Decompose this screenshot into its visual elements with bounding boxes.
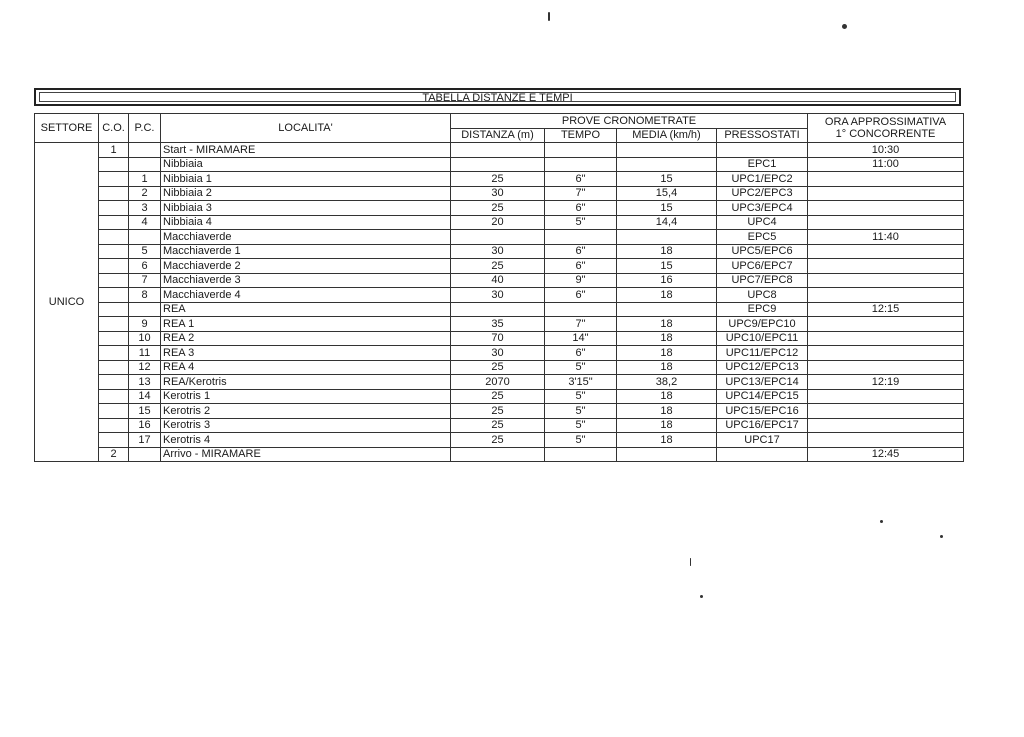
distanza-cell: 30 — [451, 244, 545, 259]
distanza-cell: 30 — [451, 288, 545, 303]
media-cell: 15 — [617, 201, 717, 216]
distanza-cell: 25 — [451, 389, 545, 404]
media-cell: 15 — [617, 172, 717, 187]
co-cell — [99, 418, 129, 433]
pressostati-cell: UPC16/EPC17 — [717, 418, 808, 433]
co-cell — [99, 172, 129, 187]
ora-cell — [808, 172, 964, 187]
ora-cell — [808, 317, 964, 332]
media-cell: 18 — [617, 331, 717, 346]
co-cell — [99, 302, 129, 317]
co-cell — [99, 317, 129, 332]
localita-cell: Macchiaverde 4 — [161, 288, 451, 303]
scan-speck — [842, 24, 847, 29]
distanza-cell: 25 — [451, 404, 545, 419]
co-cell — [99, 288, 129, 303]
distanza-cell — [451, 447, 545, 462]
tempo-cell: 3'15" — [545, 375, 617, 390]
table-row — [35, 447, 964, 462]
header-media: MEDIA (km/h) — [617, 128, 717, 143]
pc-cell: 11 — [129, 346, 161, 361]
media-cell: 15 — [617, 259, 717, 274]
distanza-cell: 25 — [451, 433, 545, 448]
distanza-cell: 30 — [451, 186, 545, 201]
pc-cell — [129, 143, 161, 158]
co-cell — [99, 389, 129, 404]
media-cell: 15,4 — [617, 186, 717, 201]
ora-cell: 11:00 — [808, 157, 964, 172]
pc-cell: 16 — [129, 418, 161, 433]
tempo-cell: 5" — [545, 418, 617, 433]
media-cell: 38,2 — [617, 375, 717, 390]
table-row — [35, 360, 964, 375]
pc-cell: 6 — [129, 259, 161, 274]
tempo-cell — [545, 302, 617, 317]
localita-cell: Nibbiaia 3 — [161, 201, 451, 216]
header-pc: P.C. — [129, 114, 161, 143]
co-cell — [99, 360, 129, 375]
localita-cell: Macchiaverde — [161, 230, 451, 245]
co-cell — [99, 375, 129, 390]
media-cell: 18 — [617, 360, 717, 375]
ora-cell — [808, 244, 964, 259]
table-row — [35, 244, 964, 259]
localita-cell: REA 3 — [161, 346, 451, 361]
co-cell — [99, 346, 129, 361]
tempo-cell: 9" — [545, 273, 617, 288]
tempo-cell — [545, 230, 617, 245]
tempo-cell — [545, 143, 617, 158]
pressostati-cell: UPC14/EPC15 — [717, 389, 808, 404]
header-ora-approssimativa — [808, 114, 964, 143]
ora-cell — [808, 215, 964, 230]
distanza-cell — [451, 157, 545, 172]
localita-cell: Start - MIRAMARE — [161, 143, 451, 158]
media-cell: 18 — [617, 244, 717, 259]
table-row — [35, 259, 964, 274]
localita-cell: Macchiaverde 2 — [161, 259, 451, 274]
localita-cell: REA/Kerotris — [161, 375, 451, 390]
co-cell — [99, 433, 129, 448]
table-row — [35, 215, 964, 230]
ora-cell — [808, 201, 964, 216]
co-cell — [99, 157, 129, 172]
pressostati-cell: EPC9 — [717, 302, 808, 317]
tempo-cell: 6" — [545, 346, 617, 361]
header-settore: SETTORE — [35, 114, 99, 143]
localita-cell: Arrivo - MIRAMARE — [161, 447, 451, 462]
media-cell — [617, 157, 717, 172]
media-cell — [617, 447, 717, 462]
pc-cell: 3 — [129, 201, 161, 216]
pc-cell: 4 — [129, 215, 161, 230]
table-row — [35, 201, 964, 216]
ora-cell — [808, 346, 964, 361]
ora-cell: 12:45 — [808, 447, 964, 462]
pc-cell: 13 — [129, 375, 161, 390]
localita-cell: Kerotris 1 — [161, 389, 451, 404]
pc-cell — [129, 302, 161, 317]
pressostati-cell: EPC1 — [717, 157, 808, 172]
co-cell — [99, 404, 129, 419]
pc-cell — [129, 447, 161, 462]
distanza-cell: 25 — [451, 259, 545, 274]
ora-cell: 12:19 — [808, 375, 964, 390]
distanza-cell: 35 — [451, 317, 545, 332]
media-cell: 16 — [617, 273, 717, 288]
ora-cell — [808, 360, 964, 375]
ora-cell — [808, 389, 964, 404]
table-row — [35, 302, 964, 317]
media-cell — [617, 230, 717, 245]
distanza-cell: 25 — [451, 418, 545, 433]
tempo-cell: 7" — [545, 317, 617, 332]
pc-cell: 1 — [129, 172, 161, 187]
ora-cell — [808, 404, 964, 419]
pc-cell: 2 — [129, 186, 161, 201]
pressostati-cell — [717, 143, 808, 158]
header-localita: LOCALITA' — [161, 114, 451, 143]
tempo-cell: 14" — [545, 331, 617, 346]
distanza-cell: 25 — [451, 201, 545, 216]
media-cell: 18 — [617, 317, 717, 332]
tempo-cell — [545, 447, 617, 462]
localita-cell: Nibbiaia — [161, 157, 451, 172]
header-ora-line2: 1° CONCORRENTE — [835, 128, 936, 140]
distanza-cell — [451, 302, 545, 317]
scan-speck — [690, 558, 691, 566]
co-cell — [99, 331, 129, 346]
distanza-cell: 30 — [451, 346, 545, 361]
localita-cell: REA 4 — [161, 360, 451, 375]
pc-cell: 5 — [129, 244, 161, 259]
co-cell — [99, 259, 129, 274]
header-distanza: DISTANZA (m) — [451, 128, 545, 143]
pressostati-cell: UPC1/EPC2 — [717, 172, 808, 187]
media-cell — [617, 143, 717, 158]
header-pressostati: PRESSOSTATI — [717, 128, 808, 143]
media-cell: 18 — [617, 288, 717, 303]
co-cell: 2 — [99, 447, 129, 462]
localita-cell: Nibbiaia 2 — [161, 186, 451, 201]
pressostati-cell: UPC17 — [717, 433, 808, 448]
tempo-cell: 6" — [545, 244, 617, 259]
pc-cell: 17 — [129, 433, 161, 448]
pressostati-cell: UPC12/EPC13 — [717, 360, 808, 375]
ora-cell — [808, 288, 964, 303]
localita-cell: Nibbiaia 4 — [161, 215, 451, 230]
pressostati-cell: UPC6/EPC7 — [717, 259, 808, 274]
table-row — [35, 389, 964, 404]
localita-cell: REA 2 — [161, 331, 451, 346]
pressostati-cell — [717, 447, 808, 462]
pressostati-cell: EPC5 — [717, 230, 808, 245]
header-ora-line1: ORA APPROSSIMATIVA — [824, 116, 947, 128]
ora-cell — [808, 433, 964, 448]
table-title: TABELLA DISTANZE E TEMPI — [39, 92, 956, 102]
tempo-cell: 6" — [545, 259, 617, 274]
table-row — [35, 331, 964, 346]
localita-cell: REA — [161, 302, 451, 317]
co-cell — [99, 244, 129, 259]
table-row — [35, 157, 964, 172]
pc-cell: 8 — [129, 288, 161, 303]
tempo-cell: 6" — [545, 172, 617, 187]
pressostati-cell: UPC5/EPC6 — [717, 244, 808, 259]
pressostati-cell: UPC7/EPC8 — [717, 273, 808, 288]
tempo-cell: 5" — [545, 215, 617, 230]
distanza-cell — [451, 230, 545, 245]
table-row — [35, 230, 964, 245]
pc-cell: 12 — [129, 360, 161, 375]
ora-cell — [808, 331, 964, 346]
header-tempo: TEMPO — [545, 128, 617, 143]
tempo-cell: 5" — [545, 389, 617, 404]
localita-cell: REA 1 — [161, 317, 451, 332]
media-cell — [617, 302, 717, 317]
co-cell — [99, 215, 129, 230]
pressostati-cell: UPC9/EPC10 — [717, 317, 808, 332]
co-cell — [99, 186, 129, 201]
localita-cell: Kerotris 3 — [161, 418, 451, 433]
table-row — [35, 273, 964, 288]
tempo-cell: 6" — [545, 288, 617, 303]
table-row — [35, 172, 964, 187]
distanza-cell: 70 — [451, 331, 545, 346]
media-cell: 18 — [617, 346, 717, 361]
tempo-cell: 7" — [545, 186, 617, 201]
table-title-box — [34, 88, 961, 106]
table-row — [35, 375, 964, 390]
media-cell: 14,4 — [617, 215, 717, 230]
pc-cell: 7 — [129, 273, 161, 288]
table-row — [35, 433, 964, 448]
pc-cell — [129, 157, 161, 172]
table-body — [35, 143, 964, 462]
pressostati-cell: UPC13/EPC14 — [717, 375, 808, 390]
pressostati-cell: UPC11/EPC12 — [717, 346, 808, 361]
header-prove-cronometrate: PROVE CRONOMETRATE — [451, 114, 808, 129]
localita-cell: Macchiaverde 1 — [161, 244, 451, 259]
scan-speck — [880, 520, 883, 523]
scan-speck — [940, 535, 943, 538]
pressostati-cell: UPC2/EPC3 — [717, 186, 808, 201]
scan-speck — [700, 595, 703, 598]
tempo-cell: 6" — [545, 201, 617, 216]
media-cell: 18 — [617, 433, 717, 448]
table-row — [35, 143, 964, 158]
table-row — [35, 288, 964, 303]
distanza-cell: 2070 — [451, 375, 545, 390]
table-row — [35, 404, 964, 419]
localita-cell: Macchiaverde 3 — [161, 273, 451, 288]
co-cell — [99, 273, 129, 288]
ora-cell — [808, 418, 964, 433]
distanza-cell: 40 — [451, 273, 545, 288]
co-cell — [99, 201, 129, 216]
tempo-cell — [545, 157, 617, 172]
ora-cell: 12:15 — [808, 302, 964, 317]
pressostati-cell: UPC4 — [717, 215, 808, 230]
ora-cell — [808, 273, 964, 288]
tempo-cell: 5" — [545, 360, 617, 375]
distanza-cell — [451, 143, 545, 158]
tempo-cell: 5" — [545, 404, 617, 419]
ora-cell: 11:40 — [808, 230, 964, 245]
co-cell — [99, 230, 129, 245]
pc-cell: 15 — [129, 404, 161, 419]
localita-cell: Kerotris 4 — [161, 433, 451, 448]
ora-cell — [808, 259, 964, 274]
ora-cell: 10:30 — [808, 143, 964, 158]
pc-cell: 9 — [129, 317, 161, 332]
pressostati-cell: UPC15/EPC16 — [717, 404, 808, 419]
header-co: C.O. — [99, 114, 129, 143]
localita-cell: Kerotris 2 — [161, 404, 451, 419]
pc-cell — [129, 230, 161, 245]
table-row — [35, 346, 964, 361]
pc-cell: 10 — [129, 331, 161, 346]
ora-cell — [808, 186, 964, 201]
media-cell: 18 — [617, 404, 717, 419]
table-row — [35, 186, 964, 201]
distanza-cell: 25 — [451, 172, 545, 187]
pc-cell: 14 — [129, 389, 161, 404]
pressostati-cell: UPC3/EPC4 — [717, 201, 808, 216]
tempo-cell: 5" — [545, 433, 617, 448]
scan-speck — [548, 12, 550, 21]
co-cell: 1 — [99, 143, 129, 158]
distanza-cell: 25 — [451, 360, 545, 375]
distances-times-table — [34, 113, 964, 462]
table-row — [35, 317, 964, 332]
media-cell: 18 — [617, 389, 717, 404]
pressostati-cell: UPC8 — [717, 288, 808, 303]
settore-cell: UNICO — [35, 143, 99, 462]
pressostati-cell: UPC10/EPC11 — [717, 331, 808, 346]
table-row — [35, 418, 964, 433]
media-cell: 18 — [617, 418, 717, 433]
localita-cell: Nibbiaia 1 — [161, 172, 451, 187]
distanza-cell: 20 — [451, 215, 545, 230]
